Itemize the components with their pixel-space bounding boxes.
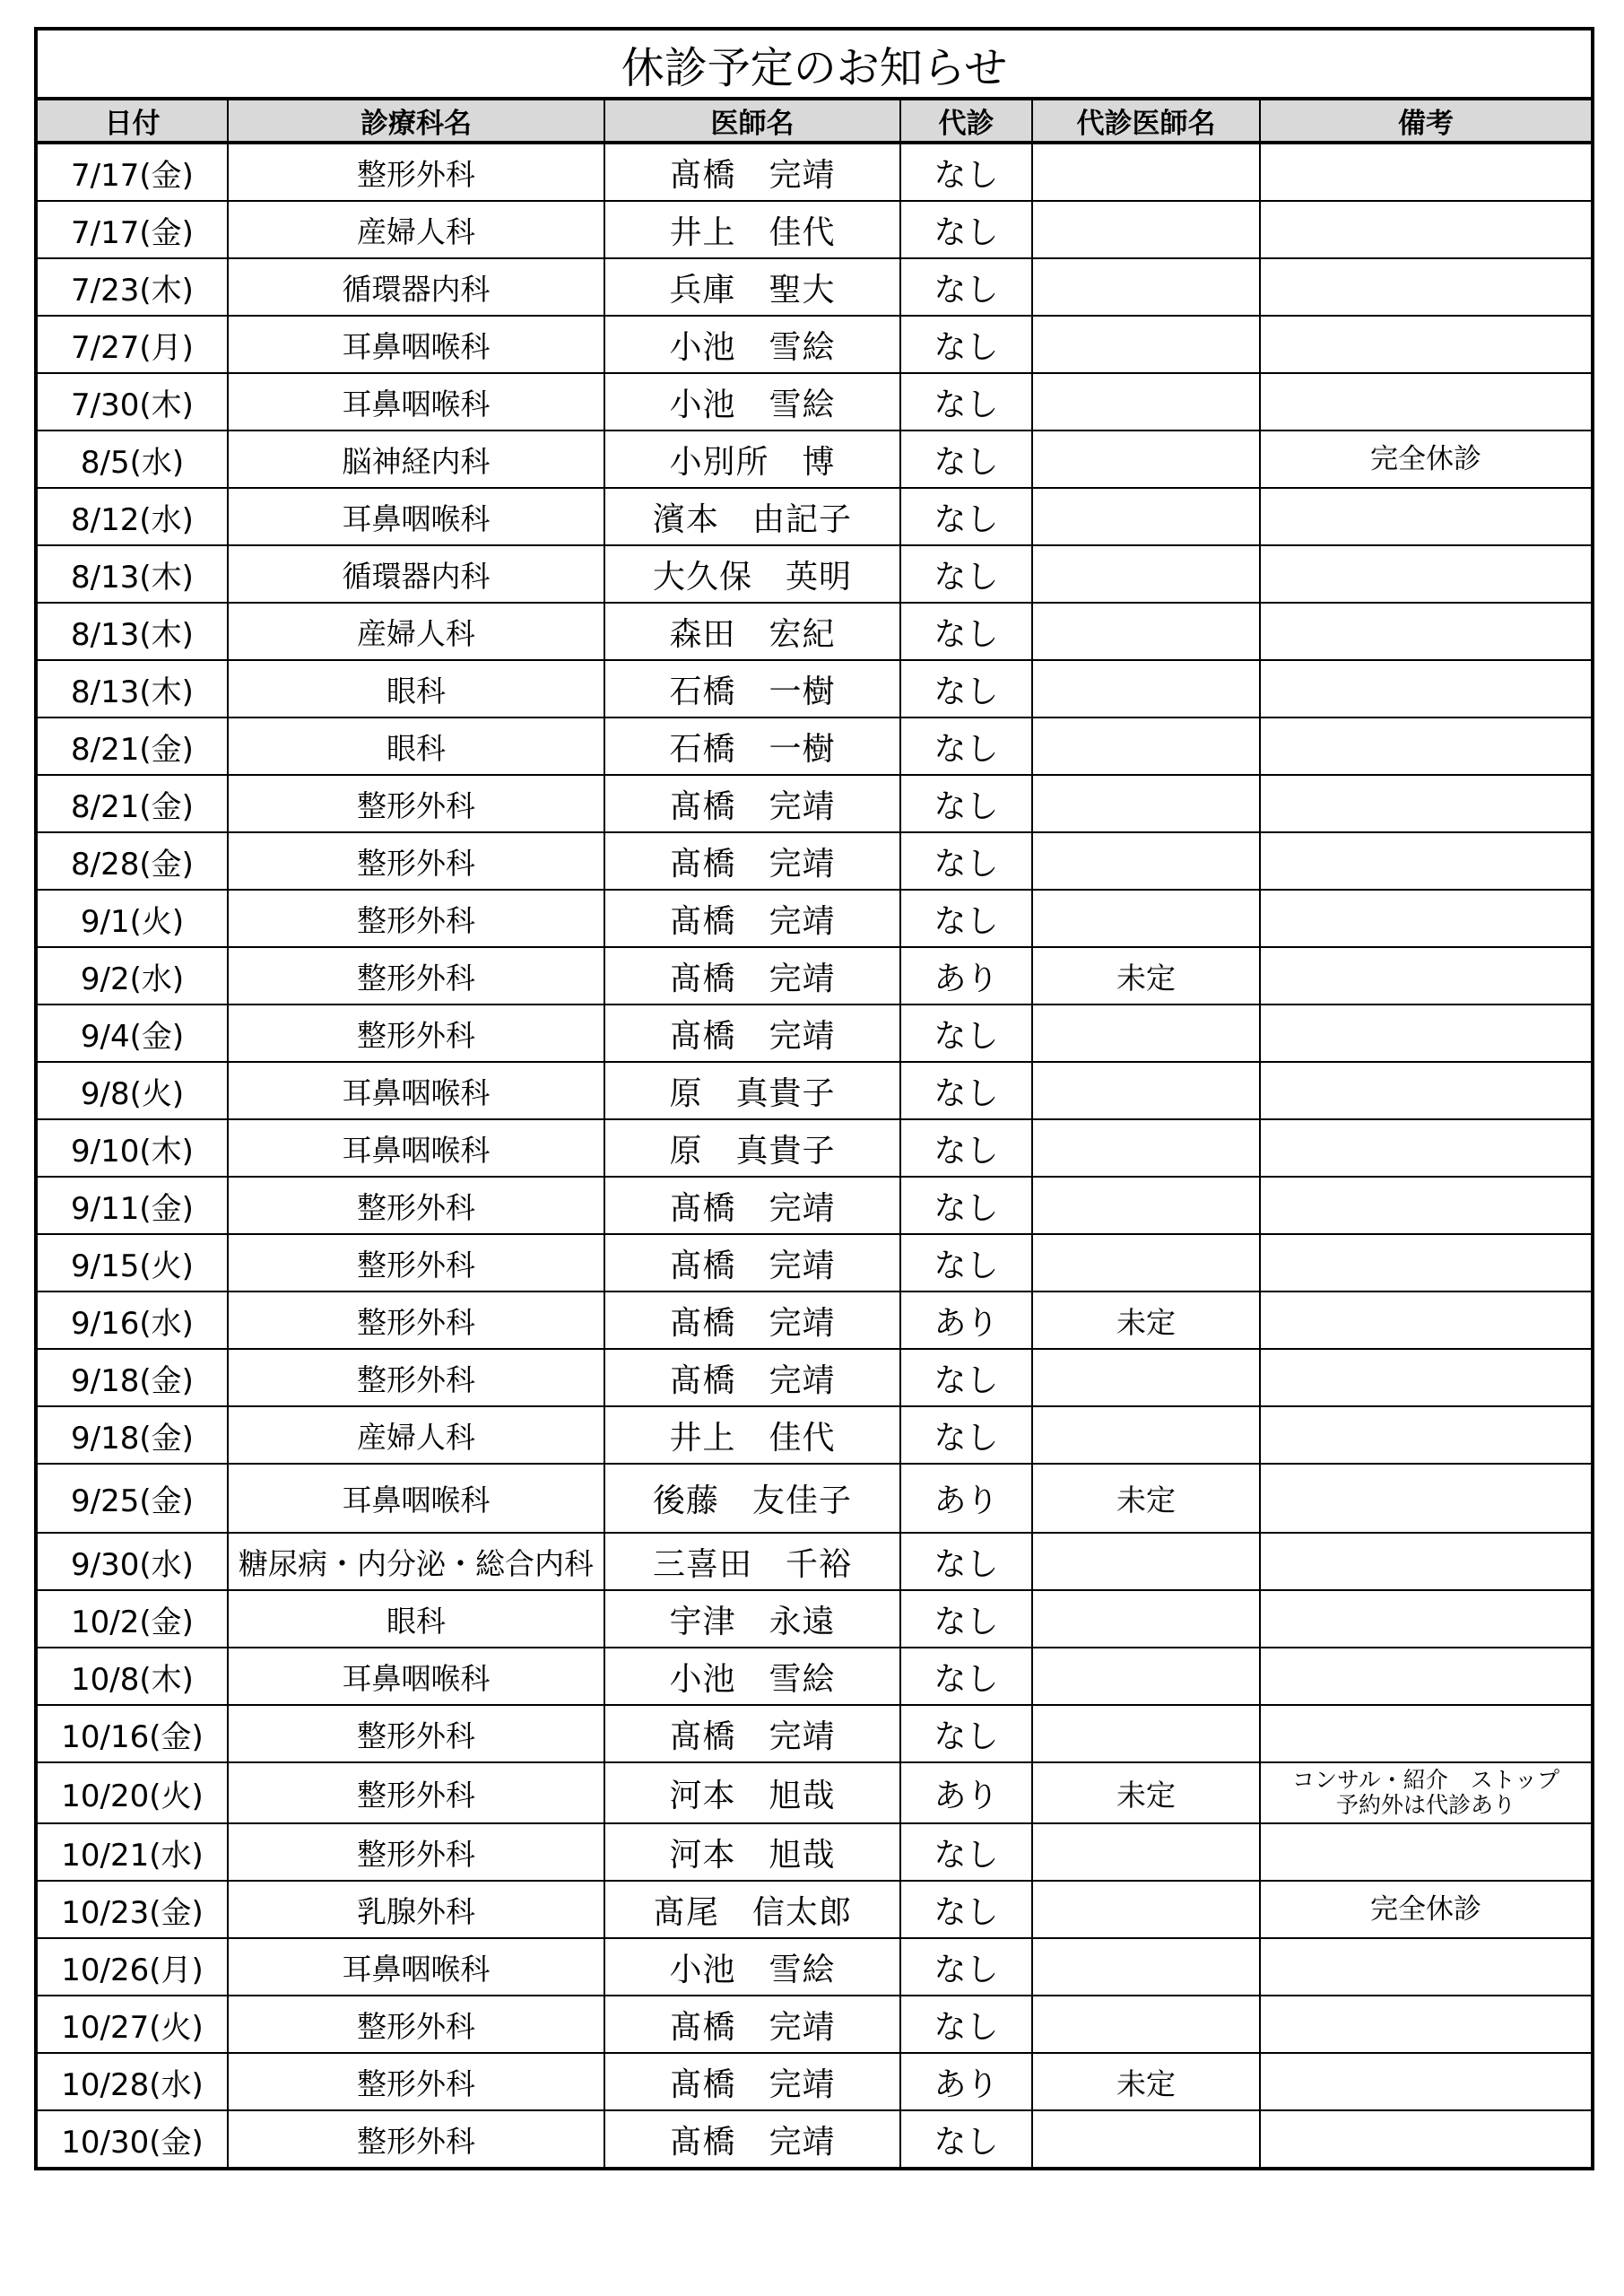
cell-remarks bbox=[1260, 1119, 1593, 1177]
cell-substitute: なし bbox=[900, 832, 1032, 890]
cell-substitute: なし bbox=[900, 1648, 1032, 1705]
cell-department: 整形外科 bbox=[228, 1705, 604, 1762]
cell-substitute: なし bbox=[900, 660, 1032, 718]
cell-remarks bbox=[1260, 258, 1593, 316]
cell-date: 9/4(金) bbox=[36, 1004, 228, 1062]
cell-department: 整形外科 bbox=[228, 2110, 604, 2169]
cell-date: 7/23(木) bbox=[36, 258, 228, 316]
table-body bbox=[36, 143, 1593, 2169]
cell-department: 循環器内科 bbox=[228, 258, 604, 316]
cell-doctor: 髙橋 完靖 bbox=[604, 2110, 900, 2169]
cell-department: 眼科 bbox=[228, 1590, 604, 1648]
header-substitute-doctor: 代診医師名 bbox=[1032, 99, 1260, 143]
cell-date: 9/10(木) bbox=[36, 1119, 228, 1177]
cell-doctor: 河本 旭哉 bbox=[604, 1823, 900, 1881]
cell-department: 整形外科 bbox=[228, 775, 604, 832]
header-date: 日付 bbox=[36, 99, 228, 143]
cell-substitute: なし bbox=[900, 1938, 1032, 1996]
cell-department: 産婦人科 bbox=[228, 1406, 604, 1464]
cell-remarks bbox=[1260, 1823, 1593, 1881]
cell-date: 10/23(金) bbox=[36, 1881, 228, 1938]
cell-substitute: あり bbox=[900, 1464, 1032, 1533]
cell-department: 整形外科 bbox=[228, 947, 604, 1004]
page-title: 休診予定のお知らせ bbox=[36, 29, 1593, 99]
cell-date: 10/20(火) bbox=[36, 1762, 228, 1823]
cell-department: 耳鼻咽喉科 bbox=[228, 1062, 604, 1119]
cell-doctor: 兵庫 聖大 bbox=[604, 258, 900, 316]
cell-remarks bbox=[1260, 545, 1593, 603]
cell-doctor: 三喜田 千裕 bbox=[604, 1533, 900, 1590]
table-row bbox=[36, 1590, 1593, 1648]
table-row bbox=[36, 545, 1593, 603]
cell-remarks bbox=[1260, 1464, 1593, 1533]
cell-remarks bbox=[1260, 603, 1593, 660]
cell-department: 整形外科 bbox=[228, 2053, 604, 2110]
table-row bbox=[36, 1406, 1593, 1464]
cell-substitute: なし bbox=[900, 1004, 1032, 1062]
cell-substitute-doctor bbox=[1032, 201, 1260, 258]
cell-substitute: なし bbox=[900, 316, 1032, 373]
table-row bbox=[36, 1234, 1593, 1292]
cell-date: 9/8(火) bbox=[36, 1062, 228, 1119]
cell-substitute: なし bbox=[900, 430, 1032, 488]
cell-date: 9/18(金) bbox=[36, 1406, 228, 1464]
cell-department: 整形外科 bbox=[228, 1234, 604, 1292]
cell-department: 整形外科 bbox=[228, 1177, 604, 1234]
cell-doctor: 髙橋 完靖 bbox=[604, 143, 900, 201]
cell-doctor: 石橋 一樹 bbox=[604, 718, 900, 775]
cell-substitute: なし bbox=[900, 1406, 1032, 1464]
cell-remarks bbox=[1260, 890, 1593, 947]
cell-doctor: 髙橋 完靖 bbox=[604, 832, 900, 890]
cell-department: 整形外科 bbox=[228, 1004, 604, 1062]
cell-date: 10/26(月) bbox=[36, 1938, 228, 1996]
cell-substitute-doctor: 未定 bbox=[1032, 2053, 1260, 2110]
cell-substitute: なし bbox=[900, 1533, 1032, 1590]
cell-remarks bbox=[1260, 2053, 1593, 2110]
cell-doctor: 石橋 一樹 bbox=[604, 660, 900, 718]
cell-substitute-doctor: 未定 bbox=[1032, 1292, 1260, 1349]
cell-remarks bbox=[1260, 832, 1593, 890]
cell-substitute: なし bbox=[900, 258, 1032, 316]
cell-substitute: なし bbox=[900, 1234, 1032, 1292]
cell-department: 眼科 bbox=[228, 660, 604, 718]
table-row bbox=[36, 258, 1593, 316]
cell-doctor: 髙尾 信太郎 bbox=[604, 1881, 900, 1938]
cell-date: 7/30(木) bbox=[36, 373, 228, 430]
cell-doctor: 小別所 博 bbox=[604, 430, 900, 488]
cell-date: 7/27(月) bbox=[36, 316, 228, 373]
table-row bbox=[36, 1062, 1593, 1119]
cell-department: 眼科 bbox=[228, 718, 604, 775]
cell-substitute-doctor bbox=[1032, 316, 1260, 373]
table-row bbox=[36, 947, 1593, 1004]
cell-substitute-doctor bbox=[1032, 832, 1260, 890]
cell-doctor: 大久保 英明 bbox=[604, 545, 900, 603]
cell-substitute: なし bbox=[900, 1705, 1032, 1762]
cell-remarks bbox=[1260, 316, 1593, 373]
cell-substitute-doctor bbox=[1032, 660, 1260, 718]
cell-substitute: なし bbox=[900, 2110, 1032, 2169]
table-row bbox=[36, 1464, 1593, 1533]
cell-remarks bbox=[1260, 775, 1593, 832]
cell-substitute: なし bbox=[900, 603, 1032, 660]
cell-doctor: 髙橋 完靖 bbox=[604, 1004, 900, 1062]
cell-department: 整形外科 bbox=[228, 1292, 604, 1349]
cell-department: 整形外科 bbox=[228, 1823, 604, 1881]
cell-date: 8/21(金) bbox=[36, 775, 228, 832]
cell-date: 9/16(水) bbox=[36, 1292, 228, 1349]
cell-substitute-doctor bbox=[1032, 1119, 1260, 1177]
cell-substitute: なし bbox=[900, 1177, 1032, 1234]
cell-remarks bbox=[1260, 488, 1593, 545]
cell-department: 耳鼻咽喉科 bbox=[228, 316, 604, 373]
cell-substitute: あり bbox=[900, 947, 1032, 1004]
header-row bbox=[36, 99, 1593, 143]
cell-substitute-doctor bbox=[1032, 1590, 1260, 1648]
cell-department: 整形外科 bbox=[228, 143, 604, 201]
cell-doctor: 井上 佳代 bbox=[604, 201, 900, 258]
cell-remarks bbox=[1260, 947, 1593, 1004]
cell-department: 糖尿病・内分泌・総合内科 bbox=[228, 1533, 604, 1590]
cell-remarks: 完全休診 bbox=[1260, 430, 1593, 488]
table-row bbox=[36, 1996, 1593, 2053]
cell-doctor: 髙橋 完靖 bbox=[604, 947, 900, 1004]
cell-remarks bbox=[1260, 1406, 1593, 1464]
cell-substitute: なし bbox=[900, 545, 1032, 603]
cell-doctor: 濱本 由記子 bbox=[604, 488, 900, 545]
cell-doctor: 原 真貴子 bbox=[604, 1062, 900, 1119]
cell-substitute-doctor: 未定 bbox=[1032, 1762, 1260, 1823]
cell-department: 耳鼻咽喉科 bbox=[228, 1648, 604, 1705]
cell-substitute: なし bbox=[900, 488, 1032, 545]
cell-department: 循環器内科 bbox=[228, 545, 604, 603]
table-row bbox=[36, 201, 1593, 258]
cell-substitute-doctor bbox=[1032, 488, 1260, 545]
cell-remarks bbox=[1260, 373, 1593, 430]
cell-substitute: あり bbox=[900, 2053, 1032, 2110]
cell-department: 耳鼻咽喉科 bbox=[228, 1119, 604, 1177]
cell-doctor: 小池 雪絵 bbox=[604, 316, 900, 373]
cell-remarks bbox=[1260, 1177, 1593, 1234]
cell-doctor: 後藤 友佳子 bbox=[604, 1464, 900, 1533]
cell-department: 耳鼻咽喉科 bbox=[228, 1938, 604, 1996]
table-row bbox=[36, 1119, 1593, 1177]
table-row bbox=[36, 603, 1593, 660]
schedule-table bbox=[34, 27, 1594, 2170]
table-row bbox=[36, 1881, 1593, 1938]
cell-doctor: 髙橋 完靖 bbox=[604, 775, 900, 832]
cell-department: 脳神経内科 bbox=[228, 430, 604, 488]
header-doctor: 医師名 bbox=[604, 99, 900, 143]
cell-substitute: なし bbox=[900, 143, 1032, 201]
cell-date: 9/15(火) bbox=[36, 1234, 228, 1292]
cell-substitute-doctor bbox=[1032, 1533, 1260, 1590]
cell-remarks bbox=[1260, 1062, 1593, 1119]
cell-substitute: なし bbox=[900, 1349, 1032, 1406]
cell-date: 7/17(金) bbox=[36, 201, 228, 258]
cell-substitute-doctor bbox=[1032, 1938, 1260, 1996]
cell-substitute-doctor bbox=[1032, 1648, 1260, 1705]
cell-substitute-doctor: 未定 bbox=[1032, 1464, 1260, 1533]
cell-remarks bbox=[1260, 1705, 1593, 1762]
table-row bbox=[36, 430, 1593, 488]
cell-substitute-doctor bbox=[1032, 1004, 1260, 1062]
cell-doctor: 小池 雪絵 bbox=[604, 373, 900, 430]
cell-remarks bbox=[1260, 660, 1593, 718]
cell-doctor: 髙橋 完靖 bbox=[604, 1177, 900, 1234]
table-row bbox=[36, 1177, 1593, 1234]
cell-substitute: なし bbox=[900, 1823, 1032, 1881]
cell-remarks bbox=[1260, 1590, 1593, 1648]
table-row bbox=[36, 488, 1593, 545]
cell-doctor: 髙橋 完靖 bbox=[604, 1996, 900, 2053]
cell-doctor: 河本 旭哉 bbox=[604, 1762, 900, 1823]
table-row bbox=[36, 143, 1593, 201]
table-row bbox=[36, 2110, 1593, 2169]
table-row bbox=[36, 316, 1593, 373]
cell-substitute: なし bbox=[900, 775, 1032, 832]
cell-doctor: 原 真貴子 bbox=[604, 1119, 900, 1177]
cell-remarks bbox=[1260, 1234, 1593, 1292]
cell-date: 9/30(水) bbox=[36, 1533, 228, 1590]
cell-date: 10/8(木) bbox=[36, 1648, 228, 1705]
header-remarks: 備考 bbox=[1260, 99, 1593, 143]
cell-date: 9/18(金) bbox=[36, 1349, 228, 1406]
cell-substitute-doctor bbox=[1032, 2110, 1260, 2169]
cell-substitute-doctor bbox=[1032, 1349, 1260, 1406]
cell-substitute-doctor bbox=[1032, 143, 1260, 201]
cell-date: 8/13(木) bbox=[36, 545, 228, 603]
table-row bbox=[36, 2053, 1593, 2110]
cell-date: 10/16(金) bbox=[36, 1705, 228, 1762]
table-row bbox=[36, 1823, 1593, 1881]
cell-date: 10/21(水) bbox=[36, 1823, 228, 1881]
cell-substitute: なし bbox=[900, 718, 1032, 775]
cell-doctor: 髙橋 完靖 bbox=[604, 1292, 900, 1349]
table-row bbox=[36, 1648, 1593, 1705]
cell-substitute: なし bbox=[900, 1590, 1032, 1648]
header-substitute: 代診 bbox=[900, 99, 1032, 143]
cell-department: 整形外科 bbox=[228, 832, 604, 890]
cell-doctor: 髙橋 完靖 bbox=[604, 1349, 900, 1406]
table-row bbox=[36, 660, 1593, 718]
cell-remarks bbox=[1260, 718, 1593, 775]
cell-remarks bbox=[1260, 1004, 1593, 1062]
cell-date: 8/13(木) bbox=[36, 603, 228, 660]
cell-remarks bbox=[1260, 1938, 1593, 1996]
cell-department: 産婦人科 bbox=[228, 603, 604, 660]
cell-date: 9/25(金) bbox=[36, 1464, 228, 1533]
cell-date: 9/2(水) bbox=[36, 947, 228, 1004]
cell-date: 10/30(金) bbox=[36, 2110, 228, 2169]
table-row bbox=[36, 1938, 1593, 1996]
cell-date: 9/11(金) bbox=[36, 1177, 228, 1234]
cell-substitute: なし bbox=[900, 201, 1032, 258]
table-row bbox=[36, 1349, 1593, 1406]
cell-substitute: あり bbox=[900, 1762, 1032, 1823]
table-row bbox=[36, 775, 1593, 832]
cell-department: 整形外科 bbox=[228, 1762, 604, 1823]
cell-doctor: 髙橋 完靖 bbox=[604, 2053, 900, 2110]
cell-substitute-doctor bbox=[1032, 1234, 1260, 1292]
cell-remarks bbox=[1260, 143, 1593, 201]
cell-substitute-doctor bbox=[1032, 1881, 1260, 1938]
cell-remarks bbox=[1260, 1996, 1593, 2053]
cell-substitute-doctor bbox=[1032, 1406, 1260, 1464]
cell-doctor: 井上 佳代 bbox=[604, 1406, 900, 1464]
cell-date: 8/5(水) bbox=[36, 430, 228, 488]
cell-date: 9/1(火) bbox=[36, 890, 228, 947]
header-department: 診療科名 bbox=[228, 99, 604, 143]
cell-substitute-doctor bbox=[1032, 890, 1260, 947]
cell-substitute-doctor bbox=[1032, 1705, 1260, 1762]
cell-substitute: なし bbox=[900, 1996, 1032, 2053]
cell-date: 10/2(金) bbox=[36, 1590, 228, 1648]
cell-remarks: コンサル・紹介 ストップ 予約外は代診あり bbox=[1260, 1762, 1593, 1823]
cell-substitute-doctor bbox=[1032, 373, 1260, 430]
table-row bbox=[36, 1762, 1593, 1823]
cell-substitute-doctor bbox=[1032, 545, 1260, 603]
cell-remarks: 完全休診 bbox=[1260, 1881, 1593, 1938]
table-row bbox=[36, 1705, 1593, 1762]
cell-doctor: 髙橋 完靖 bbox=[604, 1234, 900, 1292]
cell-substitute-doctor bbox=[1032, 258, 1260, 316]
cell-department: 耳鼻咽喉科 bbox=[228, 373, 604, 430]
cell-substitute-doctor bbox=[1032, 603, 1260, 660]
cell-date: 8/21(金) bbox=[36, 718, 228, 775]
table-row bbox=[36, 718, 1593, 775]
cell-substitute-doctor bbox=[1032, 1062, 1260, 1119]
cell-remarks bbox=[1260, 1349, 1593, 1406]
cell-date: 7/17(金) bbox=[36, 143, 228, 201]
cell-substitute-doctor bbox=[1032, 718, 1260, 775]
cell-doctor: 宇津 永遠 bbox=[604, 1590, 900, 1648]
cell-remarks bbox=[1260, 201, 1593, 258]
table-row bbox=[36, 373, 1593, 430]
cell-substitute-doctor: 未定 bbox=[1032, 947, 1260, 1004]
table-row bbox=[36, 890, 1593, 947]
cell-department: 乳腺外科 bbox=[228, 1881, 604, 1938]
cell-doctor: 髙橋 完靖 bbox=[604, 890, 900, 947]
cell-substitute-doctor bbox=[1032, 1996, 1260, 2053]
cell-substitute: あり bbox=[900, 1292, 1032, 1349]
cell-department: 耳鼻咽喉科 bbox=[228, 1464, 604, 1533]
cell-substitute-doctor bbox=[1032, 430, 1260, 488]
cell-substitute: なし bbox=[900, 1119, 1032, 1177]
cell-remarks bbox=[1260, 1292, 1593, 1349]
table-row bbox=[36, 832, 1593, 890]
table-row bbox=[36, 1533, 1593, 1590]
cell-doctor: 森田 宏紀 bbox=[604, 603, 900, 660]
cell-department: 産婦人科 bbox=[228, 201, 604, 258]
cell-remarks bbox=[1260, 1533, 1593, 1590]
cell-remarks bbox=[1260, 2110, 1593, 2169]
cell-substitute-doctor bbox=[1032, 1177, 1260, 1234]
cell-date: 10/28(水) bbox=[36, 2053, 228, 2110]
cell-department: 耳鼻咽喉科 bbox=[228, 488, 604, 545]
cell-date: 8/13(木) bbox=[36, 660, 228, 718]
cell-doctor: 髙橋 完靖 bbox=[604, 1705, 900, 1762]
cell-department: 整形外科 bbox=[228, 890, 604, 947]
cell-substitute: なし bbox=[900, 1881, 1032, 1938]
cell-substitute: なし bbox=[900, 890, 1032, 947]
cell-remarks bbox=[1260, 1648, 1593, 1705]
cell-date: 10/27(火) bbox=[36, 1996, 228, 2053]
cell-date: 8/28(金) bbox=[36, 832, 228, 890]
cell-department: 整形外科 bbox=[228, 1349, 604, 1406]
cell-doctor: 小池 雪絵 bbox=[604, 1938, 900, 1996]
cell-date: 8/12(水) bbox=[36, 488, 228, 545]
cell-department: 整形外科 bbox=[228, 1996, 604, 2053]
cell-substitute-doctor bbox=[1032, 775, 1260, 832]
table-row bbox=[36, 1004, 1593, 1062]
cell-substitute: なし bbox=[900, 373, 1032, 430]
cell-substitute: なし bbox=[900, 1062, 1032, 1119]
cell-doctor: 小池 雪絵 bbox=[604, 1648, 900, 1705]
cell-substitute-doctor bbox=[1032, 1823, 1260, 1881]
table-row bbox=[36, 1292, 1593, 1349]
title-row bbox=[36, 29, 1593, 99]
